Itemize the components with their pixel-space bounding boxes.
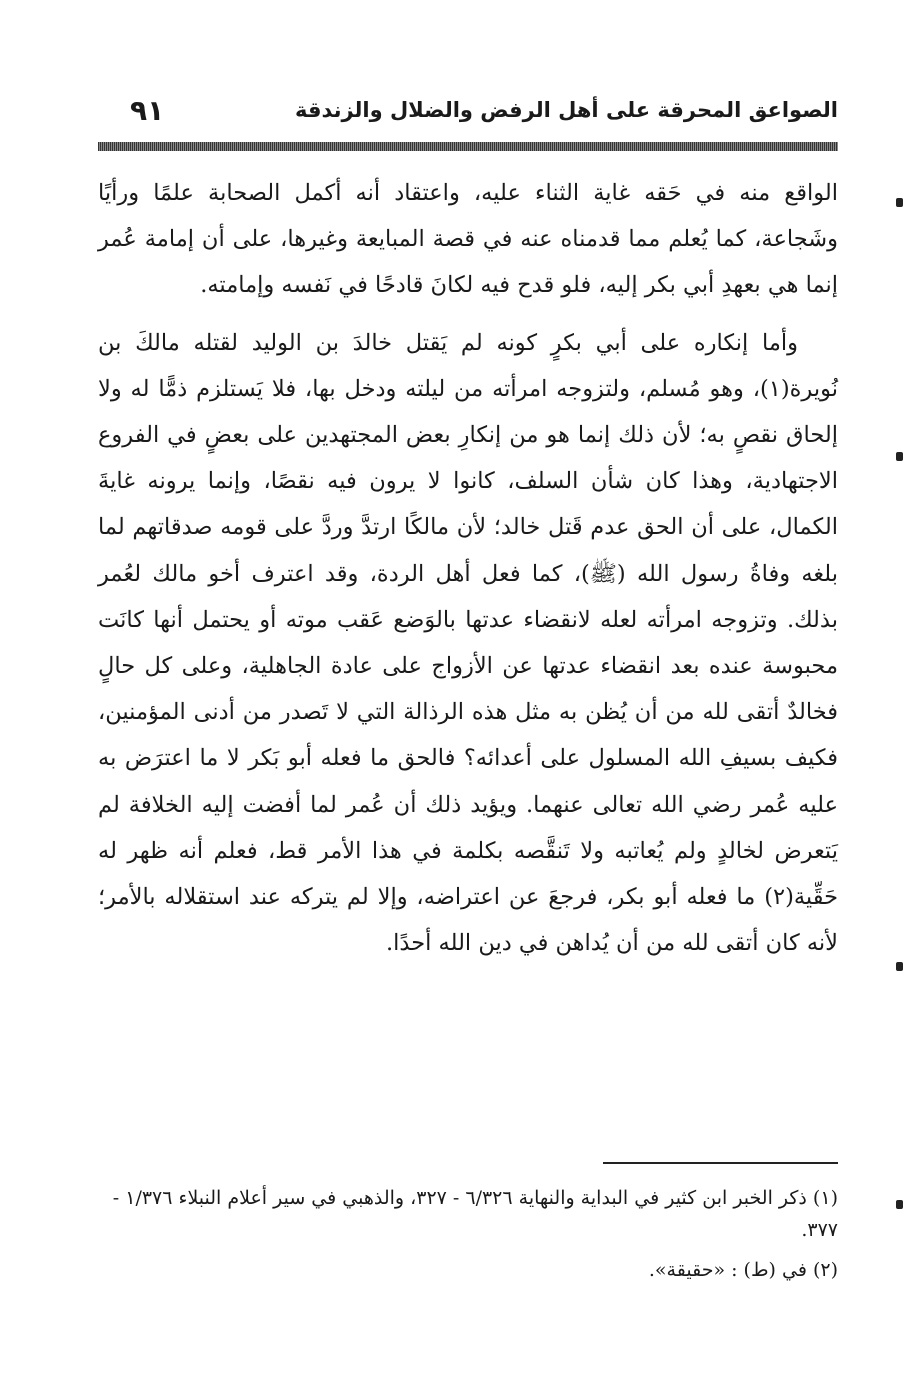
footnotes	[98, 1182, 838, 1294]
running-title: الصواعق المحرقة على أهل الرفض والضلال والزندقة	[294, 98, 838, 122]
margin-mark	[896, 452, 903, 461]
header-rule	[98, 142, 838, 151]
page-header	[98, 92, 838, 132]
footnote-1: (١) ذكر الخبر ابن كثير في البداية والنهاية ٦/٣٢٦ - ٣٢٧، والذهبي في سير أعلام النبلاء ١/٣٧٦ - ٣٧٧.	[112, 1187, 838, 1241]
main-text	[98, 170, 838, 966]
paragraph-1: الواقع منه في حَقه غاية الثناء عليه، واعتقاد أنه أكمل الصحابة علمًا ورأيًا وشَجاعة، كما يُعلم مما قدمناه عنه في قصة المبايعة وغيرها، على أن إمامة عُمر إنما هي بعهدِ أبي بكر إليه، فلو قدح فيه لكانَ قادحًا في نَفسه وإمامته.	[98, 180, 838, 299]
margin-mark	[896, 962, 903, 971]
page-number: ٩١	[130, 94, 165, 127]
margin-mark	[896, 1200, 903, 1209]
footnote-2: (٢) في (ط) : «حقيقة».	[648, 1259, 838, 1281]
margin-mark	[896, 198, 903, 207]
paragraph-2: وأما إنكاره على أبي بكرٍ كونه لم يَقتل خالدَ بن الوليد لقتله مالكَ بن نُويرة(١)، وهو مُسلم، ولتزوجه امرأته من ليلته ودخل بها، فلا يَستلزم ذمًّا له ولا إلحاق نقصٍ به؛ لأن ذلك إنما هو من إنكارِ بعض المجتهدين على بعضٍ في الفروع الاجتهادية، وهذا كان شأن السلف، كانوا لا يرون فيه نقصًا، وإنما يرونه غايةَ الكمال، على أن الحق عدم قَتل خالد؛ لأن مالكًا ارتدَّ وردَّ على قومه صدقاتهم لما بلغه وفاةُ رسول الله (ﷺ)، كما فعل أهل الردة، وقد اعترف أخو مالك لعُمر بذلك. وتزوجه امرأته لعله لانقضاء عدتها بالوَضع عَقب موته أو يحتمل أنها كانَت محبوسة عنده بعد انقضاء عدتها عن الأزواج على عادة الجاهلية، وعلى كل حالٍ فخالدٌ أتقى لله من أن يُظن به مثل هذه الرذالة التي لا تَصدر من أدنى المؤمنين، فكيف بسيفِ الله المسلول على أعدائه؟ فالحق ما فعله أبو بَكر لا ما اعترَض به عليه عُمر رضي الله تعالى عنهما. ويؤيد ذلك أن عُمر لما أفضت إليه الخلافة لم يَتعرض لخالدٍ ولم يُعاتبه ولا تَنقَّصه بكلمة في هذا الأمر قط، فعلم أنه ظهر له حَقِّية(٢) ما فعله أبو بكر، فرجعَ عن اعتراضه، وإلا لم يتركه عند استقلاله بالأمر؛ لأنه كان أتقى لله من أن يُداهن في دين الله أحدًا.	[98, 329, 838, 957]
footnote-rule	[603, 1162, 838, 1164]
